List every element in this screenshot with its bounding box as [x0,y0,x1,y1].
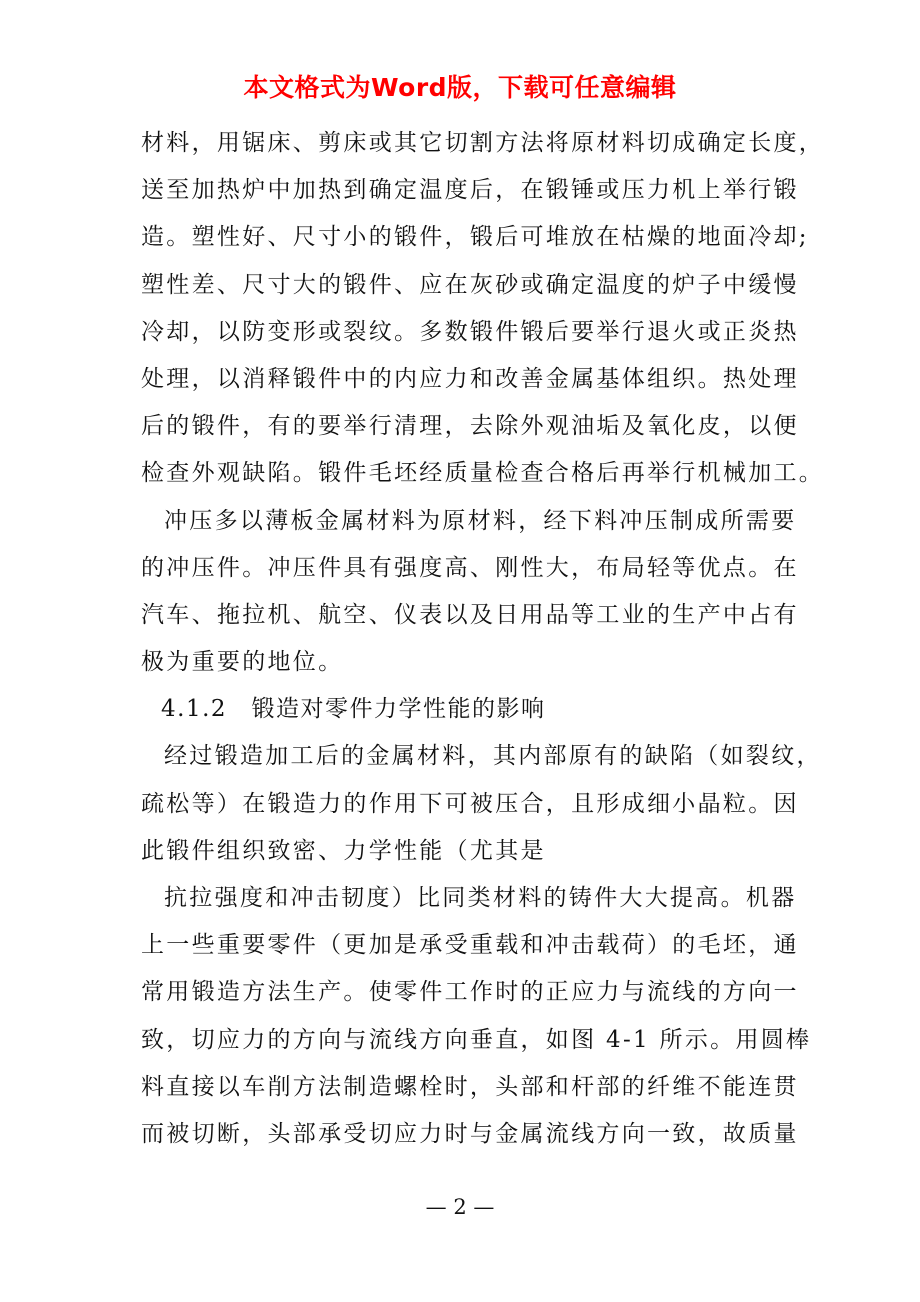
download-banner: 本文格式为Word版，下载可任意编辑 [243,73,677,102]
text-line: 的冲压件。冲压件具有强度高、刚性大，布局轻等优点。在 [141,554,799,581]
text-line: 致，切应力的方向与流线方向垂直，如图 4-1 所示。用圆棒 [141,1026,812,1053]
text-line: 冷却，以防变形或裂纹。多数锻件锻后要举行退火或正炎热 [141,318,799,345]
section-heading: 4.1.2 锻造对零件力学性能的影响 [161,696,546,723]
text-line: 处理，以消释锻件中的内应力和改善金属基体组织。热处理 [141,365,799,392]
text-line: 极为重要的地位。 [141,649,344,676]
text-line: 疏松等）在锻造力的作用下可被压合，且形成细小晶粒。因 [141,790,799,817]
text-line: 检查外观缺陷。锻件毛坯经质量检查合格后再举行机械加工。 [141,460,825,487]
text-line: 料直接以车削方法制造螺栓时，头部和杆部的纤维不能连贯 [141,1073,799,1100]
text-line: 抗拉强度和冲击韧度）比同类材料的铸件大大提高。机器 [164,885,797,911]
text-line: 常用锻造方法生产。使零件工作时的正应力与流线的方向一 [141,979,799,1006]
text-line: 此锻件组织致密、力学性能（尤其是 [141,837,546,864]
text-line: 送至加热炉中加热到确定温度后，在锻锤或压力机上举行锻 [141,177,799,204]
document-body [141,120,825,1158]
text-line: 材料，用锯床、剪床或其它切割方法将原材料切成确定长度， [141,130,825,156]
text-line: 冲压多以薄板金属材料为原材料，经下料冲压制成所需要 [164,507,797,534]
text-line: 造。塑性好、尺寸小的锻件，锻后可堆放在枯燥的地面冷却; [141,224,809,251]
text-line: 上一些重要零件（更加是承受重载和冲击载荷）的毛坯，通 [141,932,799,959]
text-line: 经过锻造加工后的金属材料，其内部原有的缺陷（如裂纹， [164,743,822,770]
text-line: 汽车、拖拉机、航空、仪表以及日用品等工业的生产中占有 [141,601,799,628]
page-number: — 2 — [425,1195,495,1219]
text-line: 塑性差、尺寸大的锻件、应在灰砂或确定温度的炉子中缓慢 [141,271,799,298]
text-line: 而被切断，头部承受切应力时与金属流线方向一致，故质量 [141,1120,799,1147]
text-line: 后的锻件，有的要举行清理，去除外观油垢及氧化皮，以便 [141,413,799,440]
